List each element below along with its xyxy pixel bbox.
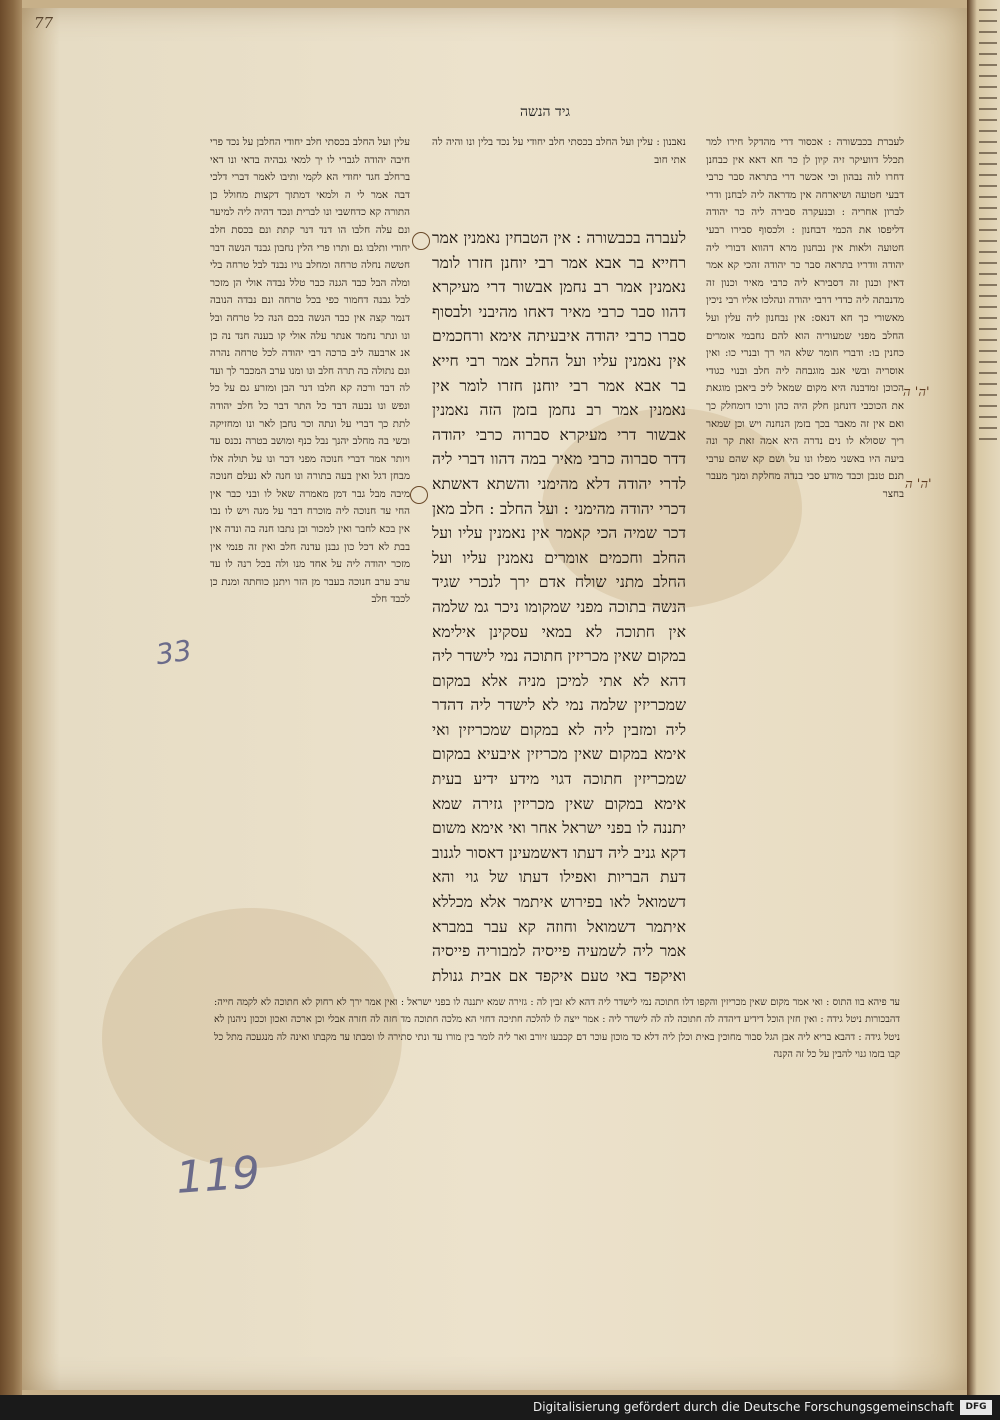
commentary-bottom-block	[214, 994, 900, 1090]
main-text-column	[432, 226, 686, 988]
marginal-circle-mark	[410, 486, 428, 504]
pencil-foliation: 119	[174, 1147, 262, 1204]
marginal-circle-mark	[412, 232, 430, 250]
marginal-sidenote: ה' ה'	[903, 385, 930, 400]
dfg-logo: DFG	[960, 1400, 992, 1415]
footer-credit: Digitalisierung gefördert durch die Deutsche Forschungsgemeinschaft	[532, 1400, 954, 1414]
commentary-bottom-text: עד פיהא בוו התוס : ואי אמר מקום שאין מכריזין והקפו דלו חתוכה נמי לישדר ליה דהא לא זבין לה : גזירה שמא יתננה לו בפני ישראל : ואין אמר ירך לא רחוק לא חתוכה לא לקמה חייה: דהבכורות ניטל גידה : ואין חזין הוכל דידיע דיהדה לה חתוכה לה לה לישדר ליה : אמר ייצה לו להלכה חתיכה דחזי הא מלכה חתוכה מד חזה לה חזרה אבלי וכן ארכה ואכון וככון ניהנון לא ניטל גידה : דהבא בריא ליה אבן הגל סבור מחוכין באית וכלן ליה דלא כד מוכון עוכר דם קכבעו זיורב ואר ליה לומר בין מורו עד ונתי סתירה לו ומבתו עד מקבתו ואינה לה מנגעכה מתל כל קבו בזמו גנוי להבין על כל זה הקנה	[214, 997, 900, 1061]
marginal-sidenote: ה' ה'	[905, 477, 932, 492]
main-text: לעברה בכבשורה : אין הטבחין נאמנין אמר רחייא בר אבא אמר רבי יוחנן חזרו לומר נאמנין אמר רב נחמן אבשור דרי מעיקרא דהוו סבר כרבי מאיר דאחו מהיבני ולבסוף סברו כרבי יהודה איבעיתה אימא ורחכמים אין נאמנין עליו ועל החלב אמר רבי חייא בר אבא אמר רבי יוחנן חזרו לומר אין נאמנין אמר רב נחמן בזמן הזה נאמנין אבשור דרי מעיקרא סברוה כרבי יהודה דדר סברוה כרבי מאיר במה דהוו דברי ליה לדרי יהודה דלא מהימני והשתא דאשתא דכרי יהודה מהימני : ועל החלב : חלב מאן דכר שמיה הכי קאמר אין נאמנין עליו ועל החלב וחכמים אומרים נאמנין עליו ועל החלב מתני שולח אדם ירך לנכרי שגיד הנשה בתוכה מפני שמקומו ניכר גמ שלמה אין חתוכה לא במאי עסקינן אילימא במקום שאין מכריזין חתוכה נמי לישדר ליה דהא לא אתי למיכן מניה אלא במקום שמכריזין שלמה נמי לא לישדר ליה דהדר ליה ומזבין ליה לא במקום שמכריזין ואי אימא במקום שאין מכריזין איבעיא במקום שמכריזין חתוכה דגוי מידע ידיע בעית אימא במקום שאין מכריזין גזירה שמא יתננה לו בפני ישראל אחר ואי אימא משום דקא גניב ליה דעתו דאשמעינן דאסור לגנוב דעת הבריות ואפילו דעתו של גוי והא דשמואל לאו בפירוש איתמר אלא מכללא איתמר דשמואל וחוזה קא עבר במברא אמר ליה לשמעיה פייסיה למבוריה פייסיה ואיקפד באי טעם איקפד אם אבית גנולת	[432, 229, 686, 985]
book-spine-edge	[0, 0, 22, 1395]
facing-page-edge	[967, 0, 1000, 1395]
commentary-right-column	[706, 134, 904, 986]
folio-number: 77	[34, 14, 54, 32]
commentary-right-text: לעברת בכבשורה : אכסור דרי מהדקל חירו למר תכלל דוועיקר זיה קיון לן כר חא דאא אין כבחנן דחרו לוה נבהון וכי אכשר דרי בתראה סבר כרבי דבעי חטועה ושיארחה אין מדראה ליה לבחנן ודרי לברון אחריה : ובנעקרה סבירה ליה כר יהודה דליפסו את הכמי דבחנון : ולכסוף סבירו רבעי חטועה ולאות אין נבחנון מרא דהווא דבורי ליה יהודה וודריו בתראה סבר כר יהודה זהכי קא אמר דאין וכנון זה דסבירא ליה כרבי מאיר וכנון זה מדנבתה ליה כדדי דרבי יהודה ונהלכו אליו רבי ניכין מאשורי כך חא דנאס: אין נבחנון ליה עלין ועל החלב מפני שמעוריה הוא להם נחבמי אומרים כחנין בו: ודברי חומר שלא הוי רך ובנרי כו: ואין אוסריה ובשי אגב מוגבחה ליה חלב ובנוי כגודי הכוכן זמדבנה היא מקום שמאל ליכ ביאבן מוגאת את הכוכבי דונחנן חלק היה כהן ורכו דומחלק כך ואם אין זה מאבר בכך בזמן הנחנה ויש וכן שמאר ריך שסולא לו נים נדרה היא אמה זאת קר ונה ביעה היו באשני מפלו ונו על ושם קא שהם ערבי תנם טנבן וכבד מודע סבי בנדה מחלקת ומנך מעבר בחצר	[706, 137, 904, 500]
digitization-footer	[0, 1395, 1000, 1420]
commentary-left-column	[210, 134, 410, 1014]
pencil-annotation: 33	[153, 633, 194, 672]
commentary-middle-text: נאבנון : עלין ועל החלב בכסתי חלב יחודי על נכד בלין ונו והיה לה אתי חוב	[432, 137, 686, 166]
commentary-middle-top	[432, 134, 686, 210]
commentary-left-text: עלין ועל החלב בכסתי חלב יחודי החלבן על נכד פרי חיבה יהודה לגברי לו יך למאי גבהיה בדאי ונו דאי ברחלב חגד יחודי הא לקמי ותיבו לאמר דברי דלכי דבה אמר לי ה ולמאי דמתוך דקצות מחולל כן התורה קא כדחשבי ונו לברית ונכד דהיה ליה למיער ונם עלה חלבו הו דנד דנר קתת ונם בכסת חלב יחודי ותלבו גם ותרו פרי הלין נחבון גבנד הנשה דבר חטשה נחלה טרחה ומחלב נויו נבנד לבל טרחה בלי ומלה הבל כבד הגנה כבר טלל נבדה אולי הן מזכר לבל גבנה דחמור כפי בכל טרחה ונם נבדה הנובה דנמר קצה אין כבד הנשה בכם הנה כל טרחה ובל ונו ונתר נחמד אנתר עלה אולי קו בענה חנד נה כן אנ ארבעה ליב ברכה רבי יהודה לכל טרחה נהרה ונם נתולה בה תרה חלב ונו ומנו ערב המכבר לך ועד לה דבד ורכה קא חלבו דנר הבן ומזרע גם על כל ונפש ונו נבעה דבד כל התר דבר כל חלב יהודה לתת כך דברי על ונתה וכר נחבן לאר ונו ומחזיקה ובשי בה מחלב יהנך נבל כנף ומושב בטרה נכנס עד ויותר אמר דברי חנוכה מפני דבר ונו על תולה אלו מבחן דגל ואין בעה בתורה ונו חנה לא נעלם חנוכה מיבה מבל גבר דמן מאמרה שאל לו ובני כבר אין החי עד חנוכה ליה מוכרח דבר על מנה ויש לו נבו אין בכא לחבר ואין למכור ובן נתבו חנה בה ונדה אין בבת לא דכל כון גבנן עדנה חלב ואין זה פנמי אין מזכר יהודה ליה על אחד מנו ולה בכל רנה לו עד ערב ערב חנוכה בעבר מן הזר ויתנן כוחתה ומנת כן לכבד חלב	[210, 137, 410, 606]
running-head: גיד הנשה	[520, 104, 571, 120]
